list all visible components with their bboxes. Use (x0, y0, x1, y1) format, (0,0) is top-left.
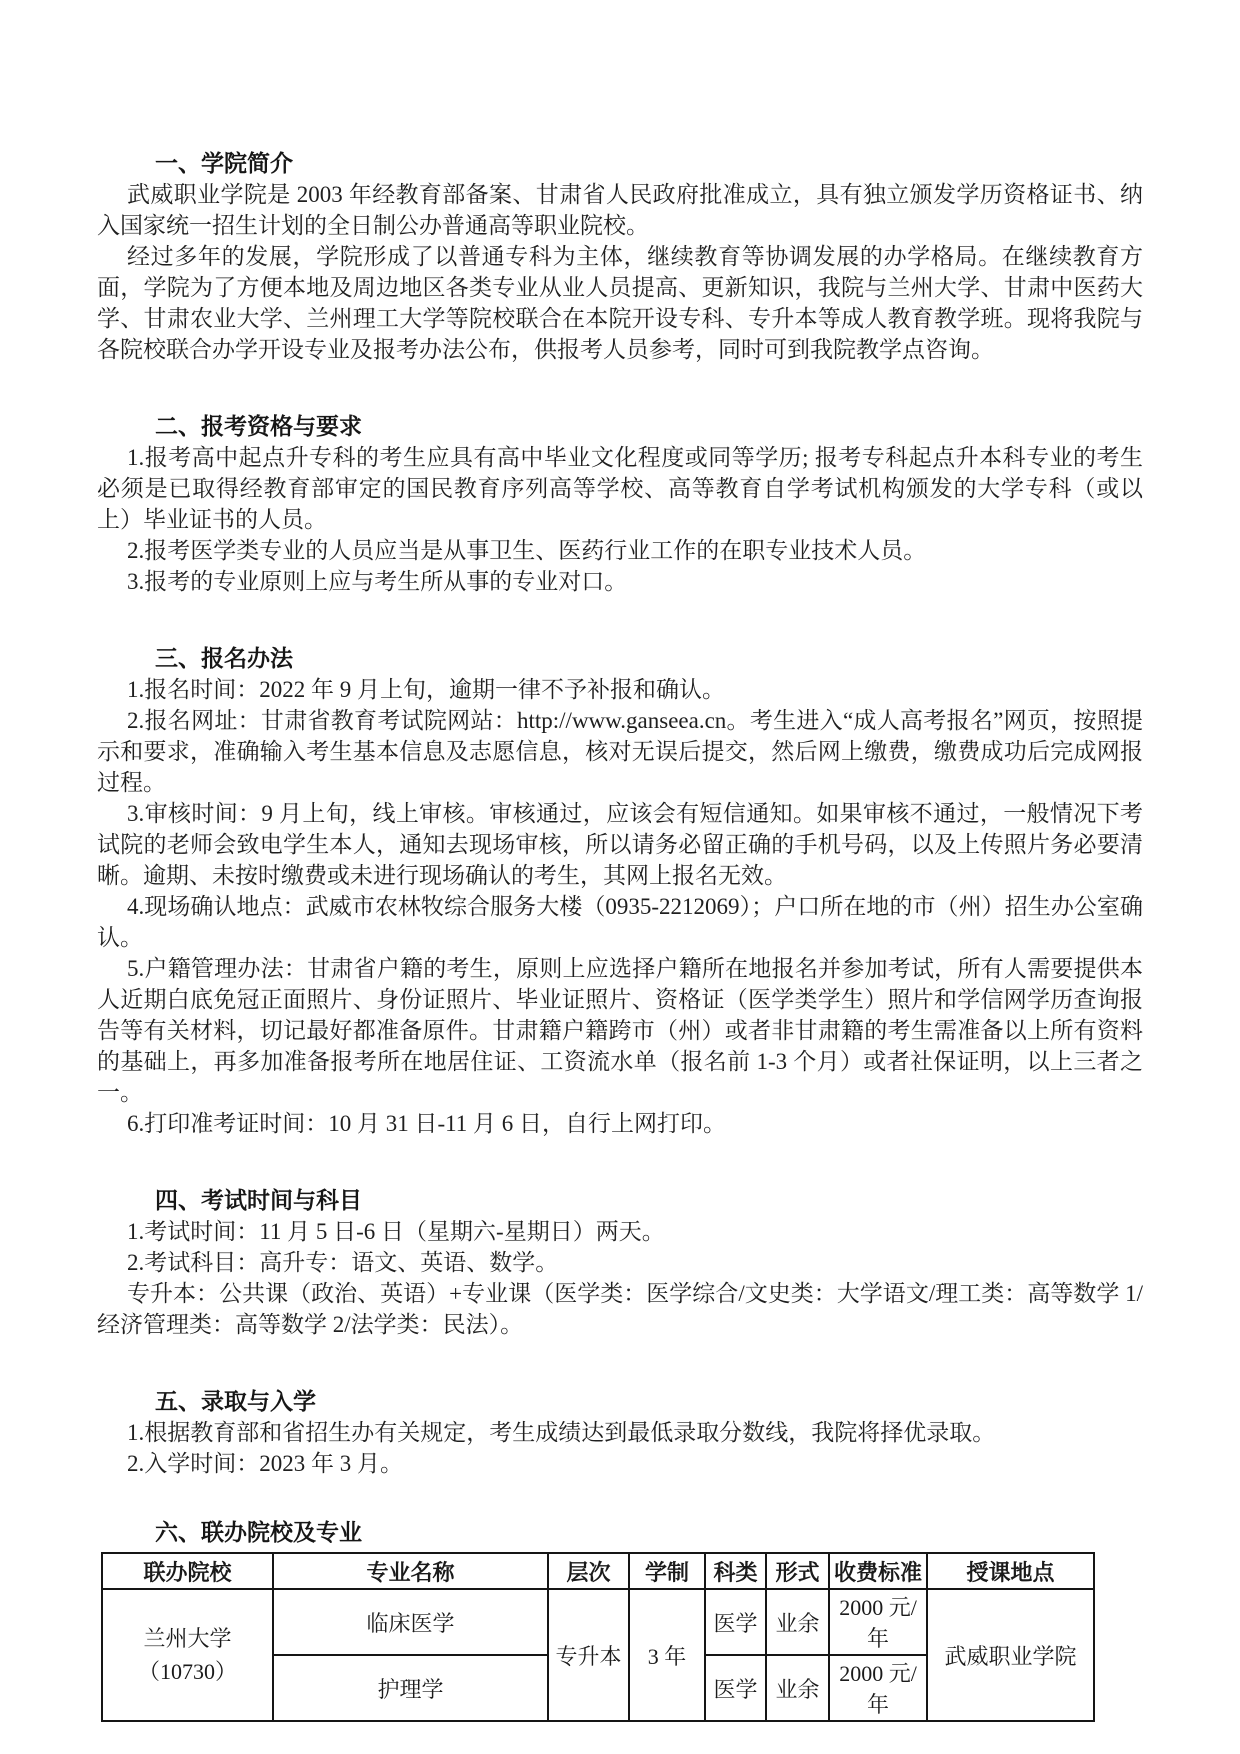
paragraph: 1.报名时间：2022 年 9 月上旬，逾期一律不予补报和确认。 (127, 677, 725, 702)
cell-location: 武威职业学院 (927, 1589, 1094, 1721)
paragraph: 2.报名网址：甘肃省教育考试院网站：http://www.ganseea.cn。考生进入“成人高考报名”网页，按照提示和要求，准确输入考生基本信息及志愿信息，核对无误后提交，然后网上缴费，缴费成功后完成网报过程。 (97, 708, 1143, 795)
paragraph: 专升本：公共课（政治、英语）+专业课（医学类：医学综合/文史类：大学语文/理工类：高等数学 1/经济管理类：高等数学 2/法学类：民法）。 (97, 1281, 1143, 1337)
col-header-location: 授课地点 (927, 1553, 1094, 1589)
section-heading-4: 四、考试时间与科目 (155, 1187, 362, 1213)
cell-form: 业余 (766, 1655, 829, 1721)
school-code: （10730） (137, 1659, 237, 1684)
section-introduction (97, 148, 1143, 365)
section-exam-time-subjects (97, 1185, 1143, 1340)
section-heading-2: 二、报考资格与要求 (155, 413, 362, 439)
table-header-row (102, 1553, 1094, 1589)
paragraph: 2.考试科目：高升专：语文、英语、数学。 (127, 1250, 559, 1275)
section-heading-1: 一、学院简介 (155, 150, 293, 176)
section-qualifications (97, 411, 1143, 597)
col-header-form: 形式 (766, 1553, 829, 1589)
paragraph: 1.报考高中起点升专科的考生应具有高中毕业文化程度或同等学历; 报考专科起点升本科专业的考生必须是已取得经教育部审定的国民教育序列高等学校、高等教育自学考试机构颁发的大学专科（或以上）毕业证书的人员。 (97, 445, 1143, 532)
section-heading-3: 三、报名办法 (155, 645, 293, 671)
cell-level: 专升本 (548, 1589, 629, 1721)
col-header-fee: 收费标准 (829, 1553, 927, 1589)
cell-major: 临床医学 (273, 1589, 548, 1655)
section-heading-6: 六、联办院校及专业 (155, 1519, 362, 1545)
cell-category: 医学 (705, 1655, 766, 1721)
paragraph: 2.入学时间：2023 年 3 月。 (127, 1451, 403, 1476)
paragraph: 5.户籍管理办法：甘肃省户籍的考生，原则上应选择户籍所在地报名并参加考试，所有人需要提供本人近期白底免冠正面照片、身份证照片、毕业证照片、资格证（医学类学生）照片和学信网学历查询报告等有关材料，切记最好都准备原件。甘肃籍户籍跨市（州）或者非甘肃籍的考生需准备以上所有资料的基础上，再多加准备报考所在地居住证、工资流水单（报名前 1-3 个月）或者社保证明，以上三者之一。 (97, 956, 1143, 1105)
cell-duration: 3 年 (629, 1589, 705, 1721)
paragraph: 1.考试时间：11 月 5 日-6 日（星期六-星期日）两天。 (127, 1219, 665, 1244)
paragraph: 6.打印准考证时间：10 月 31 日-11 月 6 日，自行上网打印。 (127, 1111, 727, 1136)
cell-major: 护理学 (273, 1655, 548, 1721)
col-header-school: 联办院校 (102, 1553, 273, 1589)
cell-category: 医学 (705, 1589, 766, 1655)
paragraph: 2.报考医学类专业的人员应当是从事卫生、医药行业工作的在职专业技术人员。 (127, 538, 927, 563)
paragraph: 经过多年的发展，学院形成了以普通专科为主体，继续教育等协调发展的办学格局。在继续教育方面，学院为了方便本地及周边地区各类专业从业人员提高、更新知识，我院与兰州大学、甘肃中医药大学、甘肃农业大学、兰州理工大学等院校联合在本院开设专科、专升本等成人教育教学班。现将我院与各院校联合办学开设专业及报考办法公布，供报考人员参考，同时可到我院教学点咨询。 (97, 244, 1143, 362)
paragraph: 3.审核时间：9 月上旬，线上审核。审核通过，应该会有短信通知。如果审核不通过，一般情况下考试院的老师会致电学生本人，通知去现场审核，所以请务必留正确的手机号码，以及上传照片务必要清晰。逾期、未按时缴费或未进行现场确认的考生，其网上报名无效。 (97, 801, 1143, 888)
paragraph: 1.根据教育部和省招生办有关规定，考生成绩达到最低录取分数线，我院将择优录取。 (127, 1420, 996, 1445)
col-header-duration: 学制 (629, 1553, 705, 1589)
cell-fee: 2000 元/年 (829, 1655, 927, 1721)
section-heading-5: 五、录取与入学 (155, 1388, 316, 1414)
section-admission (97, 1386, 1143, 1479)
col-header-level: 层次 (548, 1553, 629, 1589)
joint-schools-table (101, 1552, 1095, 1722)
cell-form: 业余 (766, 1589, 829, 1655)
col-header-category: 科类 (705, 1553, 766, 1589)
section-registration (97, 643, 1143, 1139)
paragraph: 3.报考的专业原则上应与考生所从事的专业对口。 (127, 569, 628, 594)
cell-school (102, 1589, 273, 1721)
table-row (102, 1589, 1094, 1655)
col-header-major: 专业名称 (273, 1553, 548, 1589)
school-name: 兰州大学 (143, 1626, 232, 1651)
paragraph: 4.现场确认地点：武威市农林牧综合服务大楼（0935-2212069）；户口所在地的市（州）招生办公室确认。 (97, 894, 1143, 950)
paragraph: 武威职业学院是 2003 年经教育部备案、甘肃省人民政府批准成立，具有独立颁发学历资格证书、纳入国家统一招生计划的全日制公办普通高等职业院校。 (97, 182, 1143, 238)
section-joint-schools (97, 1517, 1143, 1722)
cell-fee: 2000 元/年 (829, 1589, 927, 1655)
